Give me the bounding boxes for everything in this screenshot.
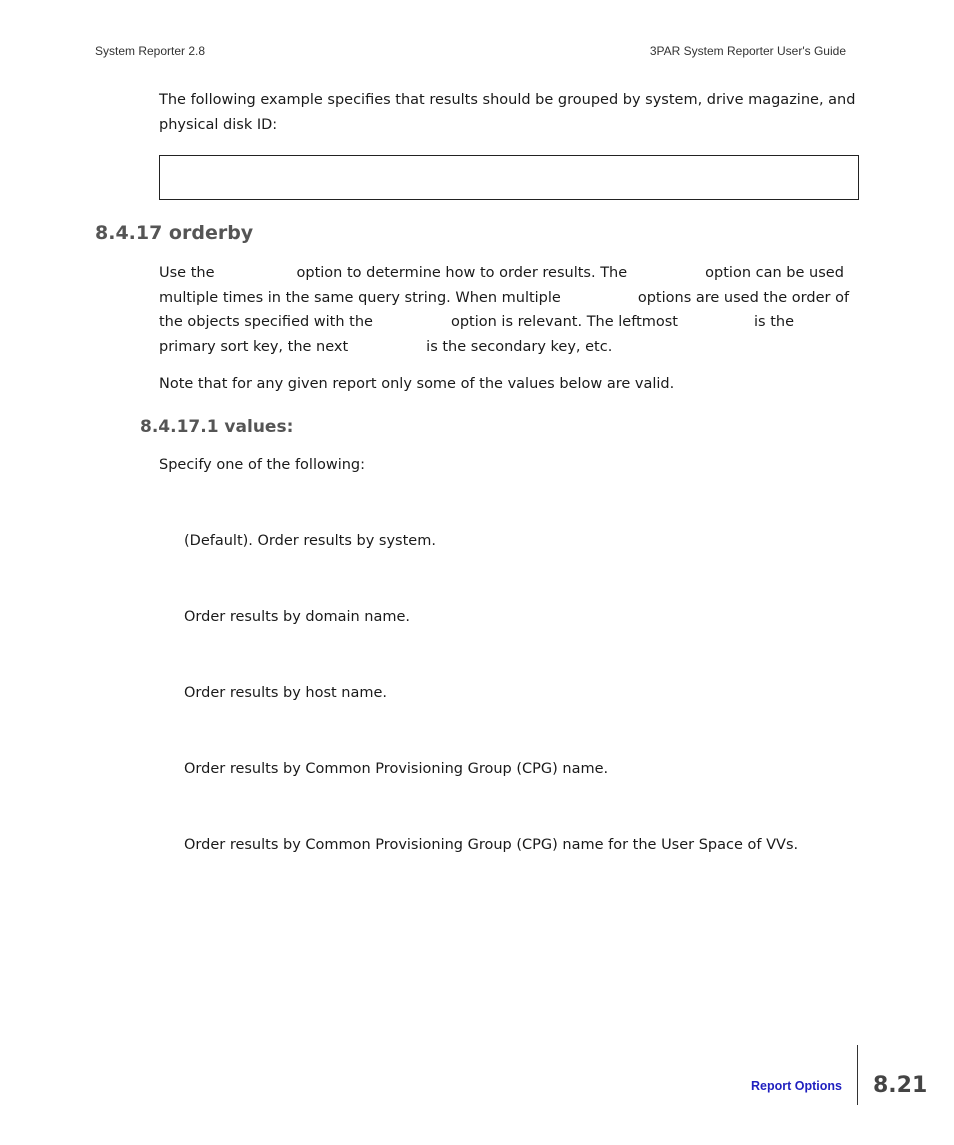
orderby-line-1: Use the option to determine how to order results. The option can be used [159,265,844,281]
value-item-system: (Default). Order results by system. [184,533,436,549]
orderby-line-4: primary sort key, the next is the secondary key, etc. [159,338,613,355]
header-left: System Reporter 2.8 [95,44,206,58]
header-right: 3PAR System Reporter User's Guide [649,44,846,58]
value-item-host: Order results by host name. [184,685,388,701]
orderby-paragraph [159,261,859,359]
subsection-heading: 8.4.17.1 values: [140,417,294,437]
footer-divider [857,1045,858,1105]
values-lead: Specify one of the following: [159,457,366,473]
section-heading: 8.4.17 orderby [95,222,254,244]
code-example-box [159,155,859,200]
value-item-cpg-user-space: Order results by Common Provisioning Group (CPG) name for the User Space of VVs. [184,837,799,853]
orderby-line-3: the objects specified with the option is relevant. The leftmost is the [159,314,794,330]
page-number: 8.21 [873,1073,928,1098]
intro-paragraph: The following example specifies that results should be grouped by system, drive magazine, and physical disk ID: [159,92,856,133]
value-item-cpg: Order results by Common Provisioning Group (CPG) name. [184,761,609,777]
orderby-line-2: multiple times in the same query string. When multiple options are used the order of [159,289,850,306]
value-item-domain: Order results by domain name. [184,609,411,625]
note-paragraph: Note that for any given report only some of the values below are valid. [159,376,675,392]
footer-section-label: Report Options [751,1079,842,1093]
